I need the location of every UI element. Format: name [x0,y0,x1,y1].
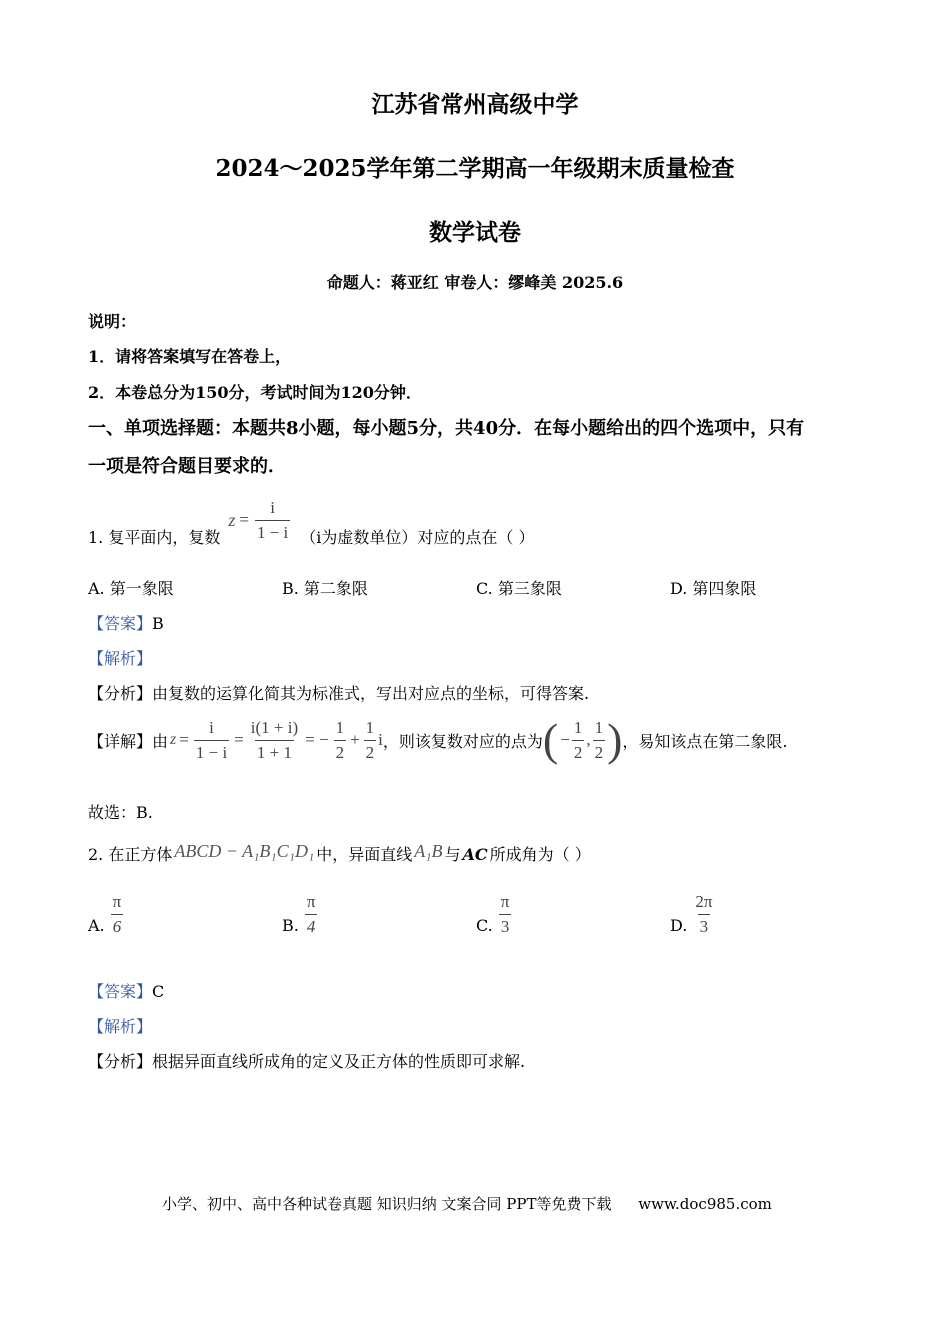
q1-detail-frac3-num: 1 [335,717,345,737]
q1-detail-frac1-den: 1 − i [194,740,229,763]
q1-fenxi-tag: 【分析】 [88,684,153,703]
q1-prefix: 1. 复平面内，复数 [88,527,221,547]
q1-point [542,714,623,765]
q1-detail-eq2: = [234,730,244,749]
q2-line: A₁B [414,841,443,861]
q1-stem [88,497,535,572]
q1-answer-value: B [152,614,164,633]
q1-point-frac1-den: 2 [572,740,585,763]
q2-answer [88,979,164,1002]
q1-frac-num: i [270,497,275,517]
authors-line: 命题人：蒋亚红 审卷人：缪峰美 2025.6 [326,273,624,292]
q1-detail-mid: ，则该复数对应的点为 [382,731,543,751]
q2-option-c-den: 3 [499,914,512,937]
q1-option-d: D. 第四象限 [670,579,757,598]
q1-point-comma: , [586,730,591,749]
q1-detail-eq3: = − [305,730,329,749]
q1-point-frac2-den: 2 [593,740,606,763]
q1-suffix: （i为虚数单位）对应的点在（ ） [300,527,535,547]
q1-answer-tag: 【答案】 [88,614,153,633]
q1-point-frac2-num: 1 [594,717,604,737]
q1-point-frac2 [593,718,606,763]
footer-text: 小学、初中、高中各种试卷真题 知识归纳 文案合同 PPT等免费下载 [162,1195,612,1213]
q2-option-b [282,892,319,937]
q2-cube: ABCD − A₁B₁C₁D₁ [174,841,315,861]
q1-detail-frac1-num: i [209,717,214,737]
q2-option-d-num: 2π [695,892,713,911]
q2-option-a [88,892,125,937]
q2-option-c-frac [499,892,512,937]
q2-option-d-label: D. [670,916,688,935]
q2-answer-value: C [152,982,165,1001]
q1-point-lparen: ( [542,714,559,765]
q1-detail-frac3 [334,718,347,763]
footer [162,1193,772,1214]
section1-line1: 一、单项选择题：本题共8小题，每小题5分，共40分．在每小题给出的四个选项中，只有 [88,418,805,439]
q1-detail-tag: 【详解】 [88,731,153,751]
q1-detail-frac4-num: 1 [365,717,375,737]
q1-detail-frac4 [364,718,377,763]
q1-detail-i: i [378,730,383,749]
q1-point-minus: − [560,730,570,749]
q2-ac: AC [462,845,488,864]
section1-line2: 一项是符合题目要求的． [88,456,286,477]
notes-item-1: 1．请将答案填写在答卷上， [88,347,292,366]
q2-option-c-num: π [500,892,510,911]
q1-detail-end: ，易知该点在第二象限. [622,731,788,751]
footer-url[interactable]: www.doc985.com [638,1195,772,1213]
q1-detail-frac4-den: 2 [364,740,377,763]
q2-suffix: 所成角为（ ） [489,845,591,864]
q2-option-d-frac [693,892,714,937]
q2-option-b-num: π [306,892,316,911]
q1-frac-den: 1 − i [255,520,290,543]
q1-detail-var-z: z [170,731,177,748]
q1-detail-eq1: = [179,730,189,749]
q1-detail-prefix: 由 [152,731,169,751]
q2-analysis-tag: 【解析】 [88,1017,153,1036]
q1-detail-formula [168,718,383,763]
q1-detail-plus: + [350,730,360,749]
q2-prefix: 2. 在正方体 [88,845,173,864]
q2-mid2: 与 [444,845,461,864]
q1-detail [88,708,788,772]
q2-stem [88,842,591,865]
exam-title: 2024～2025学年第二学期高一年级期末质量检查 [215,155,735,182]
q1-detail-frac2 [249,718,300,763]
q1-point-frac1 [572,718,585,763]
notes-item-2: 2．本卷总分为150分，考试时间为120分钟． [88,383,422,402]
notes-heading: 说明： [88,312,137,331]
q1-answer [88,611,164,634]
q2-option-b-den: 4 [305,914,318,937]
q2-answer-tag: 【答案】 [88,982,153,1001]
school-name: 江苏省常州高级中学 [371,91,579,118]
q2-option-b-label: B. [282,916,299,935]
q1-detail-frac2-den: 1 + 1 [255,740,294,763]
q1-fraction [255,498,290,543]
q2-option-a-frac [111,892,124,937]
q1-var-z: z [228,509,236,530]
q2-option-c-label: C. [476,916,493,935]
q2-option-a-label: A. [88,916,105,935]
subject-title: 数学试卷 [429,219,521,246]
q1-option-c: C. 第三象限 [476,579,562,598]
q2-option-a-num: π [112,892,122,911]
q1-eq: = [239,510,249,529]
q1-fenxi [88,681,589,704]
q2-fenxi-text: 根据异面直线所成角的定义及正方体的性质即可求解. [152,1052,526,1071]
q1-detail-frac1 [194,718,229,763]
q2-option-d [670,892,716,937]
q2-option-b-frac [305,892,318,937]
q1-option-a: A. 第一象限 [88,579,174,598]
q2-fenxi-tag: 【分析】 [88,1052,153,1071]
q2-mid: 中，异面直线 [316,845,413,864]
q2-fenxi [88,1049,525,1072]
q1-point-frac1-num: 1 [573,717,583,737]
q1-formula [228,498,292,543]
q1-fenxi-text: 由复数的运算化简其为标准式，写出对应点的坐标，可得答案. [152,684,590,703]
q1-analysis-tag: 【解析】 [88,649,153,668]
q2-option-c [476,892,513,937]
q1-choose: 故选：B. [88,803,153,822]
q1-detail-frac2-num: i(1 + i) [250,717,299,737]
q1-option-b: B. 第二象限 [282,579,368,598]
q2-option-d-den: 3 [698,914,711,937]
q1-point-rparen: ) [607,714,623,765]
q1-detail-frac3-den: 2 [334,740,347,763]
q2-option-a-den: 6 [111,914,124,937]
